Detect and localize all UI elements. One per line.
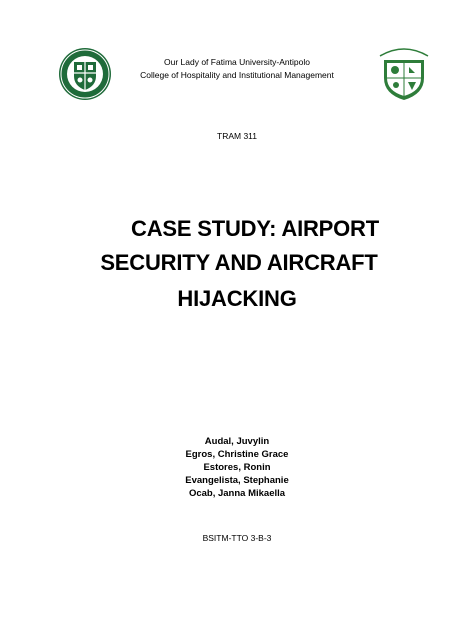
author-name: Estores, Ronin xyxy=(203,462,271,473)
author-list xyxy=(0,435,474,500)
author-name: Egros, Christine Grace xyxy=(185,449,289,460)
title-line-3: HIJACKING xyxy=(177,286,297,311)
author-name: Audal, Juvylin xyxy=(204,436,270,447)
author-name: Ocab, Janna Mikaella xyxy=(188,488,286,499)
section-code: BSITM-TTO 3-B-3 xyxy=(202,533,272,543)
author-name: Evangelista, Stephanie xyxy=(185,475,289,486)
title-line-2: SECURITY AND AIRCRAFT xyxy=(100,250,378,275)
course-code: TRAM 311 xyxy=(217,131,257,141)
college-name: College of Hospitality and Institutional Management xyxy=(140,70,334,80)
title-line-1: CASE STUDY: AIRPORT xyxy=(131,216,379,241)
institution-name: Our Lady of Fatima University-Antipolo xyxy=(164,57,310,67)
svg-text:1967: 1967 xyxy=(79,52,91,57)
